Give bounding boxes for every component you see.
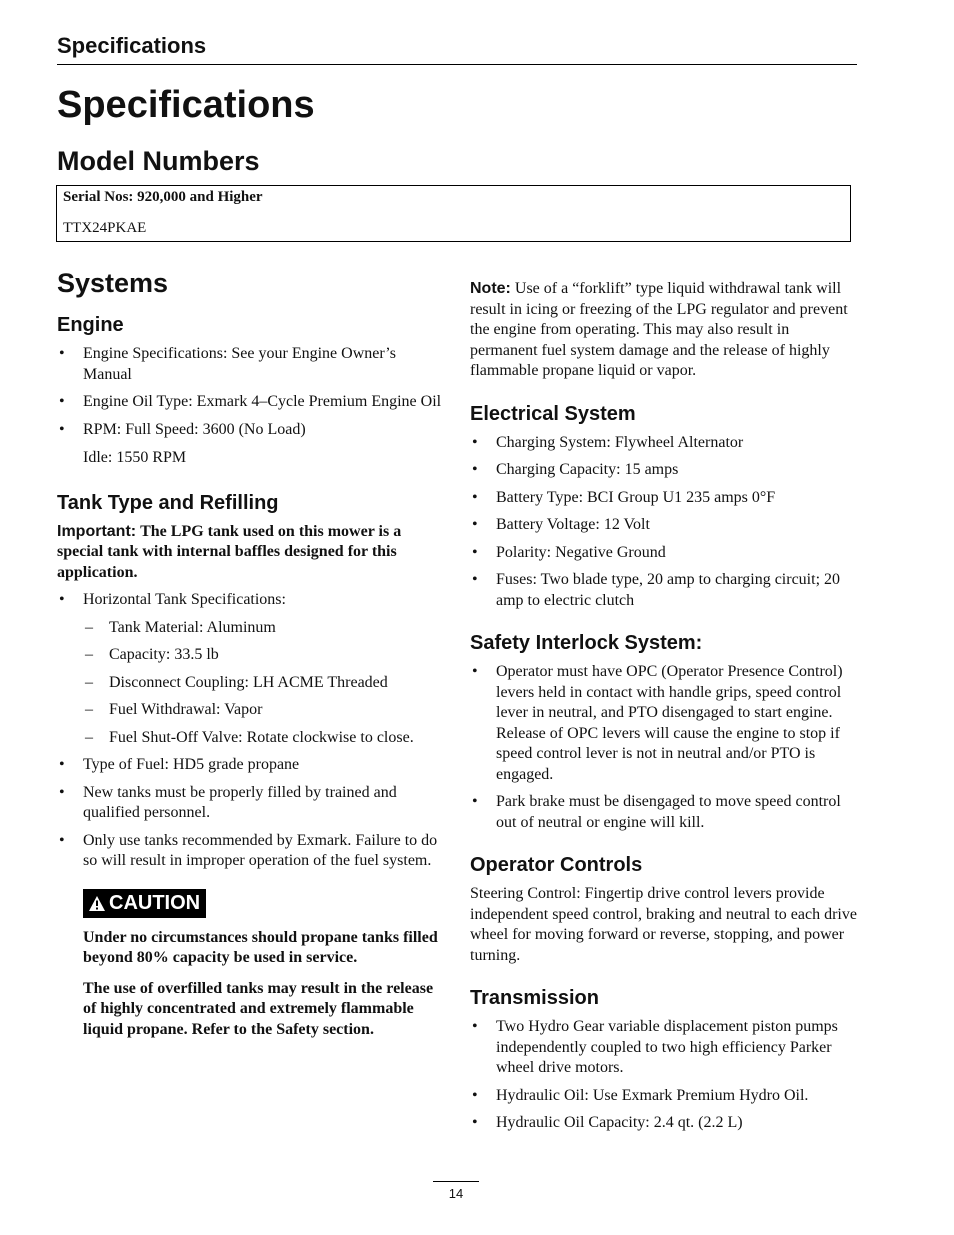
list-item: • Hydraulic Oil: Use Exmark Premium Hydro Oil. (470, 1086, 860, 1107)
right-column (470, 279, 860, 1141)
list-item: – Fuel Withdrawal: Vapor (83, 700, 444, 721)
list-item: • Battery Type: BCI Group U1 235 amps 0°F (470, 488, 860, 509)
transmission-list (470, 1017, 860, 1134)
list-item: • Hydraulic Oil Capacity: 2.4 qt. (2.2 L) (470, 1113, 860, 1134)
engine-list (57, 344, 444, 440)
list-item (57, 590, 444, 748)
list-item: • Polarity: Negative Ground (470, 543, 860, 564)
list-item: • Engine Oil Type: Exmark 4–Cycle Premium Engine Oil (57, 392, 444, 413)
transmission-heading: Transmission (470, 987, 599, 1009)
table-header-cell: Serial Nos: 920,000 and Higher (63, 189, 263, 205)
caution-text: The use of overfilled tanks may result in the release of highly concentrated and extremely flammable liquid propane. Refer to the Safety section. (83, 979, 434, 1038)
important-note (57, 522, 444, 584)
list-item: – Tank Material: Aluminum (83, 618, 444, 639)
systems-heading: Systems (57, 268, 169, 298)
safety-list (470, 662, 860, 833)
table-value-cell: TTX24PKAE (63, 220, 147, 236)
tank-list (57, 590, 444, 872)
engine-heading: Engine (57, 314, 124, 336)
model-numbers-table (56, 185, 851, 242)
list-item: • Only use tanks recommended by Exmark. Failure to do so will result in improper operation of the fuel system. (57, 831, 444, 872)
list-item: • Battery Voltage: 12 Volt (470, 515, 860, 536)
list-item: • Charging Capacity: 15 amps (470, 460, 860, 481)
list-item: • Type of Fuel: HD5 grade propane (57, 755, 444, 776)
note-label: Note: (470, 280, 511, 297)
tank-spec-list (83, 618, 444, 749)
operator-controls-heading: Operator Controls (470, 854, 643, 876)
important-label: Important: (57, 522, 137, 540)
list-item: • New tanks must be properly filled by trained and qualified personnel. (57, 783, 444, 824)
list-item: • Fuses: Two blade type, 20 amp to charging circuit; 20 amp to electric clutch (470, 570, 860, 611)
important-text: The LPG tank used on this mower is a special tank with internal baffles designed for this application. (57, 522, 402, 581)
list-item: – Capacity: 33.5 lb (83, 645, 444, 666)
caution-text: Under no circumstances should propane tanks filled beyond 80% capacity be used in service. (83, 928, 438, 966)
caution-badge (83, 889, 206, 918)
model-numbers-heading: Model Numbers (57, 146, 260, 176)
list-item: • RPM: Full Speed: 3600 (No Load) (57, 420, 444, 441)
note-paragraph (470, 279, 860, 382)
header-rule (57, 64, 857, 65)
list-item: • Engine Specifications: See your Engine Owner’s Manual (57, 344, 444, 385)
electrical-heading: Electrical System (470, 402, 636, 425)
electrical-list (470, 433, 860, 612)
page-title: Specifications (57, 84, 315, 126)
running-head: Specifications (57, 33, 207, 58)
operator-controls-text: Steering Control: Fingertip drive control levers provide independent speed control, braking and neutral to each drive wheel for moving forward or reverse, stopping, and power turning. (470, 885, 857, 964)
left-column (57, 268, 444, 1040)
list-item: • Operator must have OPC (Operator Presence Control) levers held in contact with handle grips, speed control lever in neutral, and PTO disengaged to start engine. Release of OPC levers will cause the engine to stop if speed control lever is not in neutral and/or PTO is engaged. (470, 662, 860, 785)
list-item: – Disconnect Coupling: LH ACME Threaded (83, 673, 444, 694)
horizontal-tank-label: Horizontal Tank Specifications: (83, 591, 286, 608)
safety-interlock-heading: Safety Interlock System: (470, 632, 703, 654)
caution-label: CAUTION (109, 891, 201, 914)
list-item: • Two Hydro Gear variable displacement piston pumps independently coupled to two high efficiency Parker wheel drive motors. (470, 1017, 860, 1079)
idle-rpm: Idle: 1550 RPM (83, 449, 187, 466)
list-item: – Fuel Shut-Off Valve: Rotate clockwise to close. (83, 728, 444, 749)
note-text: Use of a “forklift” type liquid withdrawal tank will result in icing or freezing of the LPG regulator and prevent the engine from operating. This may also result in permanent fuel system damage and the release of highly flammable propane liquid or vapor. (470, 280, 848, 379)
tank-heading: Tank Type and Refilling (57, 491, 279, 514)
warning-triangle-icon (89, 896, 105, 911)
page-number: 14 (433, 1181, 479, 1201)
list-item: • Charging System: Flywheel Alternator (470, 433, 860, 454)
list-item: • Park brake must be disengaged to move speed control out of neutral or engine will kill. (470, 792, 860, 833)
